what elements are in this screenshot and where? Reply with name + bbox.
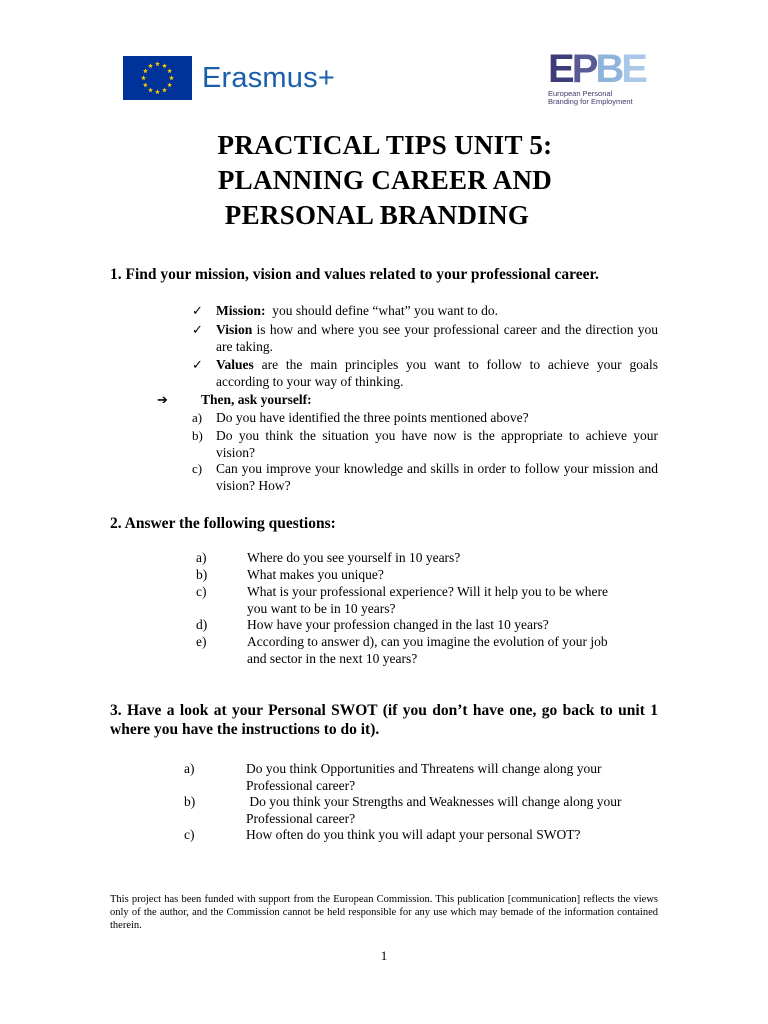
question-text: Where do you see yourself in 10 years? bbox=[247, 550, 461, 565]
eu-star-icon bbox=[167, 68, 172, 73]
check-item-values bbox=[192, 356, 658, 390]
epbe-subtitle-2: Branding for Employment bbox=[548, 97, 633, 106]
then-ask-label: Then, ask yourself: bbox=[201, 392, 312, 407]
list-marker: d) bbox=[196, 617, 208, 632]
question-text: What makes you unique? bbox=[247, 567, 384, 582]
erasmus-logo bbox=[123, 56, 335, 100]
question-text: Can you improve your knowledge and skills in order to follow your mission and vision? How? bbox=[216, 461, 658, 493]
eu-star-icon bbox=[169, 75, 174, 80]
title-line-2: PLANNING CAREER AND bbox=[217, 165, 553, 195]
epbe-logo bbox=[548, 47, 658, 108]
eu-star-icon bbox=[143, 82, 148, 87]
question-text: Do you have identified the three points mentioned above? bbox=[216, 410, 529, 425]
section-3-heading: 3. Have a look at your Personal SWOT (if you don’t have one, go back to unit 1 where you have the instructions to do it). bbox=[110, 702, 658, 738]
check-icon: ✓ bbox=[192, 303, 203, 318]
eu-star-icon bbox=[148, 63, 153, 68]
section-2-heading: 2. Answer the following questions: bbox=[110, 515, 336, 532]
epbe-letter-p: P bbox=[571, 47, 596, 91]
epbe-mark bbox=[548, 47, 658, 91]
check-icon: ✓ bbox=[192, 322, 203, 337]
eu-star-icon bbox=[155, 61, 160, 66]
check-item-mission bbox=[192, 302, 658, 319]
list-marker: b) bbox=[192, 428, 203, 443]
list-marker: b) bbox=[196, 567, 208, 582]
page-title bbox=[170, 128, 600, 233]
eu-star-icon bbox=[162, 63, 167, 68]
question-1b bbox=[192, 427, 658, 461]
check-item-text: you should define “what” you want to do. bbox=[265, 303, 498, 318]
question-text: Do you think your Strengths and Weaknesses will change along your Professional career? bbox=[246, 794, 625, 826]
title-line-3: PERSONAL BRANDING bbox=[224, 200, 530, 230]
list-marker: b) bbox=[184, 794, 196, 809]
check-item-label: Vision bbox=[216, 322, 253, 337]
arrow-right-icon: ➔ bbox=[157, 392, 168, 407]
question-text: What is your professional experience? Will it help you to be where you want to be in 10 years? bbox=[247, 584, 615, 616]
list-marker: a) bbox=[192, 410, 203, 425]
eu-star-icon bbox=[167, 82, 172, 87]
erasmus-wordmark: Erasmus+ bbox=[202, 61, 335, 94]
question-text: How often do you think you will adapt your personal SWOT? bbox=[246, 827, 581, 842]
question-text: How have your profession changed in the last 10 years? bbox=[247, 617, 549, 632]
epbe-letter-b: B bbox=[595, 47, 622, 91]
then-ask-yourself bbox=[157, 391, 657, 408]
eu-star-icon bbox=[143, 68, 148, 73]
question-text: Do you think the situation you have now is the appropriate to achieve your vision? bbox=[216, 428, 658, 460]
question-text: According to answer d), can you imagine the evolution of your job and sector in the next 10 years? bbox=[247, 634, 608, 666]
question-1c bbox=[192, 460, 658, 494]
check-icon: ✓ bbox=[192, 357, 203, 372]
list-marker: c) bbox=[184, 827, 195, 842]
eu-star-icon bbox=[162, 88, 167, 93]
list-marker: e) bbox=[196, 634, 207, 649]
question-3b bbox=[184, 793, 658, 827]
check-item-label: Values bbox=[216, 357, 254, 372]
page-number: 1 bbox=[380, 948, 388, 963]
question-3c bbox=[184, 826, 658, 843]
question-2d bbox=[196, 616, 626, 633]
question-3a bbox=[184, 760, 658, 794]
question-2c bbox=[196, 583, 626, 617]
title-line-1: PRACTICAL TIPS UNIT 5: bbox=[217, 130, 553, 160]
list-marker: a) bbox=[196, 550, 207, 565]
question-2b bbox=[196, 566, 626, 583]
check-item-label: Mission: bbox=[216, 303, 266, 318]
check-item-text: are the main principles you want to follow to achieve your goals according to your way of thinking. bbox=[216, 357, 658, 389]
check-item-vision bbox=[192, 321, 658, 355]
question-2e bbox=[196, 633, 626, 667]
list-marker: a) bbox=[184, 761, 195, 776]
list-marker: c) bbox=[192, 461, 203, 476]
section-1-heading: 1. Find your mission, vision and values related to your professional career. bbox=[110, 266, 599, 283]
eu-star-icon bbox=[148, 88, 153, 93]
question-2a bbox=[196, 549, 626, 566]
question-1a bbox=[192, 409, 658, 426]
eu-flag-icon bbox=[123, 56, 192, 100]
eu-star-icon bbox=[141, 75, 146, 80]
eu-stars-icon bbox=[123, 56, 192, 100]
epbe-letter-e2: E bbox=[621, 47, 645, 91]
funding-disclaimer: This project has been funded with support from the European Commission. This publication [communication] reflects the views only of the author, and the Commission cannot be held responsible for any use which may bemade of the information contained therein. bbox=[110, 894, 658, 931]
epbe-letter-e1: E bbox=[548, 47, 572, 91]
check-item-text: is how and where you see your professional career and the direction you are taking. bbox=[216, 322, 658, 354]
question-text: Do you think Opportunities and Threatens will change along your Professional career? bbox=[246, 761, 602, 793]
eu-star-icon bbox=[155, 89, 160, 94]
list-marker: c) bbox=[196, 584, 207, 599]
epbe-subtitle-1: European Personal bbox=[548, 89, 613, 98]
